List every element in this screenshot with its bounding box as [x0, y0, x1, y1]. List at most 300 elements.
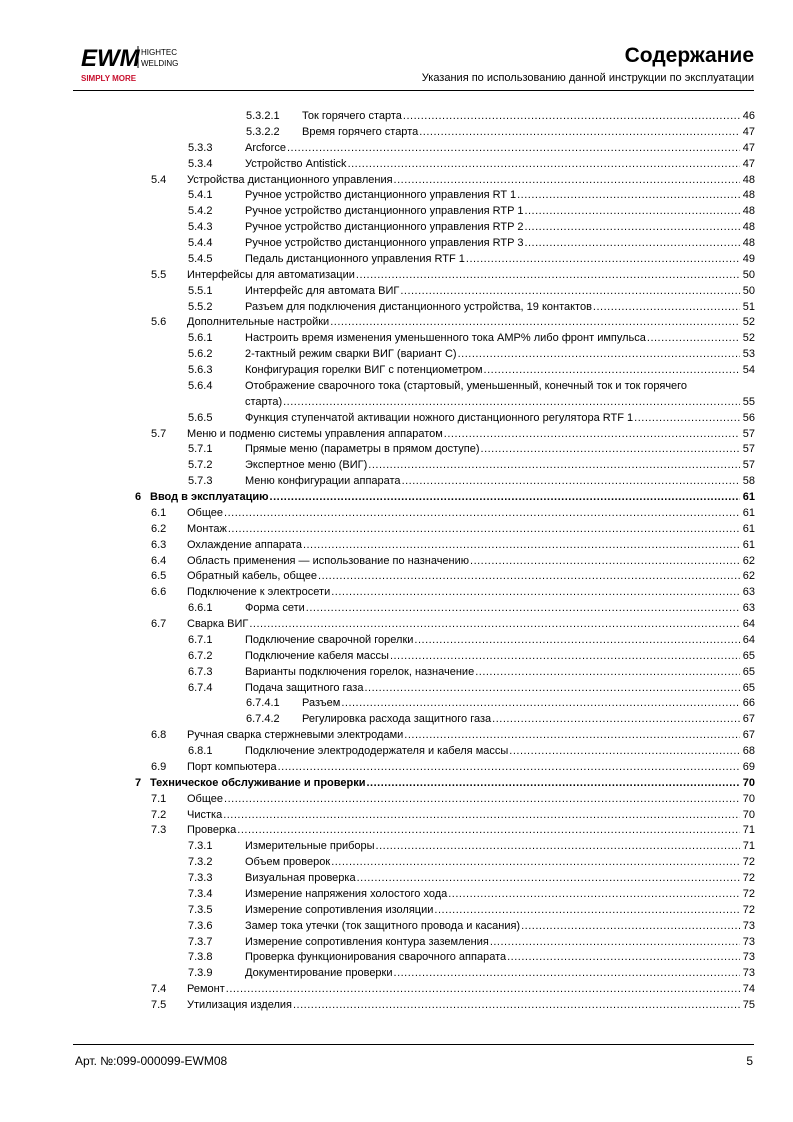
toc-entry-title: Ручное устройство дистанционного управления RTP 3: [245, 237, 524, 249]
toc-entry-page: 48: [742, 221, 755, 234]
toc-dot-leader: [287, 141, 740, 157]
toc-dot-leader: [492, 712, 740, 728]
table-of-contents: [0, 109, 793, 1014]
toc-entry[interactable]: [0, 760, 793, 776]
toc-entry-page: 65: [742, 665, 755, 678]
toc-dot-leader: [434, 903, 740, 919]
toc-entry[interactable]: [0, 728, 793, 744]
toc-entry-page: 47: [742, 141, 755, 154]
toc-entry[interactable]: [0, 506, 793, 522]
toc-entry-page: 66: [742, 697, 755, 710]
toc-entry-page: 65: [742, 681, 755, 694]
toc-entry-title-line: [187, 823, 755, 839]
article-number: Арт. №:099-000099-EWM08: [75, 1054, 228, 1068]
toc-entry-title: Настроить время изменения уменьшенного тока AMP% либо фронт импульса: [245, 332, 646, 345]
toc-entry-title-line: [187, 315, 755, 331]
toc-entry-title-line: [187, 728, 755, 744]
toc-entry-number: 6.5: [151, 570, 167, 583]
toc-entry-title: Ручная сварка стержневыми электродами: [187, 729, 404, 742]
toc-entry-number: 7.3.5: [188, 903, 213, 916]
toc-dot-leader: [507, 950, 740, 966]
toc-entry-title-line: [245, 220, 755, 236]
toc-entry-page: 75: [742, 999, 755, 1012]
toc-entry[interactable]: [0, 903, 793, 919]
toc-entry[interactable]: [0, 268, 793, 284]
logo-tag1: HIGHTEC: [141, 48, 177, 57]
toc-entry-title-line: [245, 331, 755, 347]
toc-entry-title: Объем проверок: [245, 856, 331, 869]
toc-entry[interactable]: [0, 744, 793, 760]
toc-entry-number: 7.3.2: [188, 856, 213, 869]
toc-entry-page: 57: [742, 427, 755, 440]
toc-entry-page: 62: [742, 570, 755, 583]
page-subtitle: Указания по использованию данной инструкции по эксплуатации: [421, 72, 754, 84]
toc-entry[interactable]: [0, 300, 793, 316]
toc-entry-title-line: [187, 569, 755, 585]
toc-dot-leader: [224, 506, 740, 522]
toc-entry-title-line: [187, 808, 755, 824]
toc-entry-title: Измерение сопротивления контура заземления: [245, 935, 489, 948]
toc-dot-leader: [303, 538, 740, 554]
toc-entry-page: 67: [742, 729, 755, 742]
toc-entry[interactable]: [0, 109, 793, 125]
toc-entry-title: Ток горячего старта: [302, 110, 402, 122]
toc-entry-title: Документирование проверки: [245, 967, 393, 980]
toc-entry-title-line: [245, 855, 755, 871]
toc-entry-title-line: [245, 236, 755, 252]
toc-entry-title: Проверка: [187, 824, 237, 837]
toc-dot-leader: [524, 220, 740, 236]
toc-entry-title: Форма сети: [245, 602, 305, 615]
toc-entry-number: 5.4.2: [188, 205, 213, 218]
toc-entry-title: Варианты подключения горелок, назначение: [245, 665, 475, 678]
toc-entry-number: 6.7.4: [188, 681, 213, 694]
toc-entry-page: 68: [742, 745, 755, 758]
toc-entry[interactable]: [0, 411, 793, 427]
toc-dot-leader: [402, 474, 740, 490]
toc-entry[interactable]: [0, 490, 793, 506]
toc-entry-page: 73: [742, 935, 755, 948]
toc-entry-page: 62: [742, 554, 755, 567]
toc-dot-leader: [368, 458, 740, 474]
toc-entry-title: Устройство Antistick: [245, 157, 347, 170]
toc-entry-title-line: [245, 252, 755, 268]
toc-entry-number: 5.7.2: [188, 459, 213, 472]
toc-dot-leader: [394, 173, 740, 189]
toc-entry-page: 63: [742, 602, 755, 615]
toc-entry-title-line: [302, 109, 755, 125]
toc-entry-title-continued: старта): [245, 395, 283, 408]
toc-entry-page: 49: [742, 252, 755, 265]
toc-entry[interactable]: [0, 649, 793, 665]
toc-entry-page: 72: [742, 872, 755, 885]
toc-entry[interactable]: [0, 554, 793, 570]
toc-entry[interactable]: [0, 601, 793, 617]
toc-entry-title-line: [245, 363, 755, 379]
toc-entry-page: 71: [742, 824, 755, 837]
toc-entry-page: 73: [742, 919, 755, 932]
toc-entry-number: 6.7.1: [188, 633, 213, 646]
toc-entry[interactable]: [0, 188, 793, 204]
toc-entry-page: 70: [742, 792, 755, 805]
toc-entry-number: 5.4.3: [188, 221, 213, 234]
toc-entry-number: 7.3.8: [188, 951, 213, 964]
toc-entry-title: Измерение напряжения холостого хода: [245, 887, 448, 900]
toc-dot-leader: [357, 871, 740, 887]
toc-entry-title-line: [245, 919, 755, 935]
toc-entry-page: 46: [742, 110, 755, 122]
toc-entry-title-line: [245, 458, 755, 474]
toc-dot-leader: [458, 347, 740, 363]
toc-entry-title: Сварка ВИГ: [187, 618, 249, 631]
toc-entry-title-line: [245, 887, 755, 903]
toc-entry-number: 5.3.3: [188, 141, 213, 154]
toc-entry-number: 6.7.4.1: [246, 697, 280, 710]
toc-entry-title-line: [245, 300, 755, 316]
ewm-logo-mark: [80, 40, 200, 86]
toc-entry[interactable]: [0, 379, 793, 411]
toc-entry[interactable]: [0, 776, 793, 792]
toc-entry-title-line: [245, 204, 755, 220]
toc-entry-page: 47: [742, 157, 755, 170]
toc-entry-number: 6.6: [151, 586, 167, 599]
toc-entry-title-line: [150, 776, 755, 792]
toc-dot-leader: [444, 427, 740, 443]
toc-entry-title-line: [245, 601, 755, 617]
toc-entry-title: Дополнительные настройки: [187, 316, 330, 329]
toc-dot-leader: [223, 808, 740, 824]
toc-entry[interactable]: [0, 919, 793, 935]
toc-entry-title: Экспертное меню (ВИГ): [245, 459, 368, 472]
toc-dot-leader: [224, 792, 740, 808]
toc-entry-page: 73: [742, 967, 755, 980]
toc-dot-leader: [283, 395, 740, 411]
toc-entry-title: Подача защитного газа: [245, 681, 364, 694]
toc-entry-number: 7.1: [151, 792, 167, 805]
toc-entry-title-line: [187, 522, 755, 538]
toc-entry-page: 57: [742, 443, 755, 456]
toc-dot-leader: [466, 252, 740, 268]
toc-entry[interactable]: [0, 157, 793, 173]
toc-entry-page: 61: [742, 491, 755, 504]
toc-entry-title-line: [245, 744, 755, 760]
toc-entry-number: 5.7.3: [188, 475, 213, 488]
toc-dot-leader: [634, 411, 740, 427]
toc-entry-number: 5.3.2.2: [246, 125, 280, 138]
toc-entry-title: Визуальная проверка: [245, 872, 356, 885]
toc-entry-page: 48: [742, 189, 755, 202]
toc-entry[interactable]: [0, 585, 793, 601]
toc-dot-leader: [481, 442, 740, 458]
toc-dot-leader: [524, 204, 740, 220]
toc-entry-number: 7.2: [151, 808, 167, 821]
toc-entry[interactable]: [0, 633, 793, 649]
toc-entry[interactable]: [0, 204, 793, 220]
toc-entry-number: 6.7.4.2: [246, 713, 280, 726]
toc-entry-number: 6.7: [151, 618, 167, 631]
toc-entry[interactable]: [0, 347, 793, 363]
page-number: 5: [746, 1054, 753, 1068]
toc-entry-number: 6.7.2: [188, 649, 213, 662]
toc-entry-page: 52: [742, 332, 755, 345]
toc-entry-number: 6.6.1: [188, 602, 213, 615]
toc-entry-number: 5.7.1: [188, 443, 213, 456]
toc-entry-title: Подключение электрододержателя и кабеля массы: [245, 745, 509, 758]
toc-entry-title-line: [245, 839, 755, 855]
toc-entry-number: 7.3: [151, 824, 167, 837]
toc-entry-number: 5.6: [151, 316, 167, 329]
toc-entry-title-line: [302, 125, 755, 141]
toc-entry-title: Устройства дистанционного управления: [187, 173, 393, 186]
toc-entry-title: Утилизация изделия: [187, 999, 292, 1012]
toc-entry-title: Arcforce: [245, 141, 286, 154]
toc-entry[interactable]: [0, 236, 793, 252]
toc-dot-leader: [228, 522, 740, 538]
toc-entry-title-line: [245, 411, 755, 427]
toc-entry[interactable]: [0, 823, 793, 839]
toc-entry-title-line: [245, 379, 755, 411]
toc-entry-title-line: [187, 506, 755, 522]
toc-entry-page: 72: [742, 887, 755, 900]
toc-entry[interactable]: [0, 696, 793, 712]
toc-entry-page: 56: [742, 411, 755, 424]
toc-entry[interactable]: [0, 839, 793, 855]
header-divider: [73, 90, 754, 91]
toc-entry-title-line: [245, 284, 755, 300]
toc-dot-leader: [490, 935, 740, 951]
toc-entry-number: 5.5: [151, 268, 167, 281]
toc-entry[interactable]: [0, 220, 793, 236]
toc-entry[interactable]: [0, 887, 793, 903]
toc-entry[interactable]: [0, 998, 793, 1014]
toc-entry-title: Измерение сопротивления изоляции: [245, 903, 434, 916]
toc-dot-leader: [521, 919, 740, 935]
toc-entry-page: 65: [742, 649, 755, 662]
toc-entry-page: 61: [742, 538, 755, 551]
toc-entry-number: 6.3: [151, 538, 167, 551]
toc-entry-title: Регулировка расхода защитного газа: [302, 713, 492, 726]
toc-entry-title-line: [187, 538, 755, 554]
toc-entry-title: Общее: [187, 506, 224, 519]
toc-entry-title: 2-тактный режим сварки ВИГ (вариант С): [245, 348, 457, 361]
toc-dot-leader: [517, 188, 740, 204]
toc-entry-title: Время горячего старта: [302, 125, 419, 138]
toc-entry-title: Меню конфигурации аппарата: [245, 475, 401, 488]
toc-entry-title: Чистка: [187, 808, 223, 821]
toc-dot-leader: [414, 633, 740, 649]
toc-entry[interactable]: [0, 935, 793, 951]
toc-entry-title-line: [245, 665, 755, 681]
toc-entry-title: Обратный кабель, общее: [187, 570, 318, 583]
toc-dot-leader: [647, 331, 740, 347]
toc-dot-leader: [403, 109, 740, 125]
toc-entry[interactable]: [0, 442, 793, 458]
toc-entry-title: Подключение к электросети: [187, 586, 331, 599]
toc-entry[interactable]: [0, 808, 793, 824]
toc-entry[interactable]: [0, 792, 793, 808]
toc-entry-title: Замер тока утечки (ток защитного провода и касания): [245, 919, 521, 932]
toc-entry-number: 7.3.7: [188, 935, 213, 948]
toc-entry[interactable]: [0, 522, 793, 538]
toc-entry[interactable]: [0, 315, 793, 331]
toc-entry-title: Ремонт: [187, 983, 225, 996]
toc-entry[interactable]: [0, 427, 793, 443]
toc-entry-title-line: [187, 982, 755, 998]
toc-entry[interactable]: [0, 950, 793, 966]
toc-entry-title-line: [245, 649, 755, 665]
toc-dot-leader: [470, 554, 740, 570]
toc-entry[interactable]: [0, 252, 793, 268]
toc-entry[interactable]: [0, 617, 793, 633]
toc-dot-leader: [404, 728, 740, 744]
toc-entry-page: 52: [742, 316, 755, 329]
toc-entry-title: Конфигурация горелки ВИГ с потенциометром: [245, 364, 483, 376]
toc-entry-title-line: [245, 141, 755, 157]
toc-dot-leader: [226, 982, 740, 998]
toc-entry-number: 5.6.1: [188, 332, 213, 345]
toc-entry-page: 54: [742, 364, 755, 376]
toc-entry-title-line: [245, 871, 755, 887]
toc-dot-leader: [364, 681, 740, 697]
toc-entry-page: 64: [742, 633, 755, 646]
toc-entry[interactable]: [0, 363, 793, 379]
toc-entry-page: 61: [742, 522, 755, 535]
toc-dot-leader: [524, 236, 740, 252]
toc-entry-title-line: [302, 712, 755, 728]
toc-entry-number: 5.4: [151, 173, 167, 186]
toc-entry-page: 63: [742, 586, 755, 599]
toc-entry-number: 7.3.1: [188, 840, 213, 853]
toc-entry-title: Подключение кабеля массы: [245, 649, 389, 662]
toc-entry[interactable]: [0, 569, 793, 585]
toc-entry-title: Интерфейс для автомата ВИГ: [245, 284, 400, 297]
toc-entry-number: 6.4: [151, 554, 167, 567]
toc-entry[interactable]: [0, 966, 793, 982]
toc-entry-title: Ручное устройство дистанционного управления RTP 2: [245, 221, 524, 234]
toc-entry[interactable]: [0, 141, 793, 157]
toc-entry-page: 48: [742, 173, 755, 186]
toc-entry[interactable]: [0, 458, 793, 474]
toc-entry-title-line: [187, 268, 755, 284]
toc-entry-title-line: [245, 157, 755, 173]
toc-entry-title: Функция ступенчатой активации ножного дистанционного регулятора RTF 1: [245, 411, 634, 424]
toc-dot-leader: [419, 125, 740, 141]
toc-entry-page: 48: [742, 205, 755, 218]
toc-entry-page: 70: [742, 776, 755, 789]
toc-entry-title-line: [245, 347, 755, 363]
ewm-logo: [80, 40, 200, 86]
toc-entry-page: 72: [742, 903, 755, 916]
toc-entry-number: 5.4.1: [188, 189, 213, 202]
toc-entry-number: 6.8.1: [188, 745, 213, 758]
toc-entry-title: Интерфейсы для автоматизации: [187, 268, 355, 281]
toc-entry[interactable]: [0, 855, 793, 871]
toc-entry-title-line: [245, 966, 755, 982]
toc-dot-leader: [400, 284, 740, 300]
toc-entry-title: Проверка функционирования сварочного аппарата: [245, 951, 507, 964]
toc-entry-title: Меню и подменю системы управления аппаратом: [187, 427, 443, 440]
toc-entry-number: 7: [135, 776, 142, 789]
toc-dot-leader: [593, 300, 740, 316]
toc-entry[interactable]: [0, 474, 793, 490]
toc-entry-title: Ввод в эксплуатацию: [150, 491, 269, 504]
toc-entry-title: Отображение сварочного тока (стартовый, уменьшенный, конечный ток и ток горячего: [245, 379, 688, 392]
toc-entry-title: Подключение сварочной горелки: [245, 633, 414, 646]
toc-dot-leader: [475, 665, 740, 681]
toc-entry-title-line: [187, 617, 755, 633]
toc-dot-leader: [394, 966, 740, 982]
toc-dot-leader: [249, 617, 740, 633]
toc-entry-title: Охлаждение аппарата: [187, 538, 302, 551]
toc-dot-leader: [348, 157, 740, 173]
toc-entry-number: 5.4.5: [188, 252, 213, 265]
toc-entry-title: Порт компьютера: [187, 760, 277, 773]
toc-entry-title-line: [245, 442, 755, 458]
toc-entry-title: Общее: [187, 792, 224, 805]
toc-entry[interactable]: [0, 871, 793, 887]
toc-entry-page: 67: [742, 713, 755, 726]
toc-entry-title-line: [245, 681, 755, 697]
toc-entry-page: 61: [742, 506, 755, 519]
toc-entry-title-line: [187, 554, 755, 570]
toc-entry-page: 57: [742, 459, 755, 472]
toc-entry-page: 48: [742, 237, 755, 249]
toc-entry-title-line: [245, 950, 755, 966]
toc-dot-leader: [484, 363, 740, 379]
toc-entry[interactable]: [0, 982, 793, 998]
toc-entry-page: 47: [742, 125, 755, 138]
toc-entry-number: 7.3.4: [188, 887, 213, 900]
toc-entry[interactable]: [0, 712, 793, 728]
toc-entry-number: 6.9: [151, 760, 167, 773]
toc-entry-page: 50: [742, 284, 755, 297]
toc-dot-leader: [366, 776, 740, 792]
toc-entry[interactable]: [0, 331, 793, 347]
toc-entry-title: Разъем: [302, 697, 341, 710]
toc-entry-title-line: [187, 760, 755, 776]
toc-dot-leader: [330, 315, 740, 331]
toc-entry-title: Ручное устройство дистанционного управления RTP 1: [245, 205, 524, 218]
toc-dot-leader: [341, 696, 740, 712]
toc-entry-title: Ручное устройство дистанционного управления RT 1: [245, 189, 517, 202]
toc-entry[interactable]: [0, 538, 793, 554]
toc-dot-leader: [509, 744, 740, 760]
toc-dot-leader: [390, 649, 740, 665]
toc-entry[interactable]: [0, 173, 793, 189]
toc-entry-title: Техническое обслуживание и проверки: [150, 776, 366, 789]
toc-entry-title: Область применения — использование по назначению: [187, 554, 470, 567]
toc-entry-number: 5.3.2.1: [246, 110, 280, 122]
toc-entry[interactable]: [0, 681, 793, 697]
toc-entry-page: 74: [742, 983, 755, 996]
toc-entry-number: 5.3.4: [188, 157, 213, 170]
toc-entry-title: Педаль дистанционного управления RTF 1: [245, 252, 465, 265]
toc-dot-leader: [318, 569, 740, 585]
toc-entry-page: 70: [742, 808, 755, 821]
toc-entry-number: 5.5.2: [188, 300, 213, 313]
toc-dot-leader: [237, 823, 740, 839]
toc-entry-number: 6.1: [151, 506, 167, 519]
toc-entry-title-line: [245, 474, 755, 490]
toc-entry-page: 73: [742, 951, 755, 964]
toc-entry[interactable]: [0, 284, 793, 300]
toc-entry-number: 7.4: [151, 983, 167, 996]
logo-brand: EWM: [81, 45, 140, 72]
toc-entry-title-line: [187, 998, 755, 1014]
toc-entry[interactable]: [0, 665, 793, 681]
toc-entry[interactable]: [0, 125, 793, 141]
toc-entry-title-line: [245, 633, 755, 649]
